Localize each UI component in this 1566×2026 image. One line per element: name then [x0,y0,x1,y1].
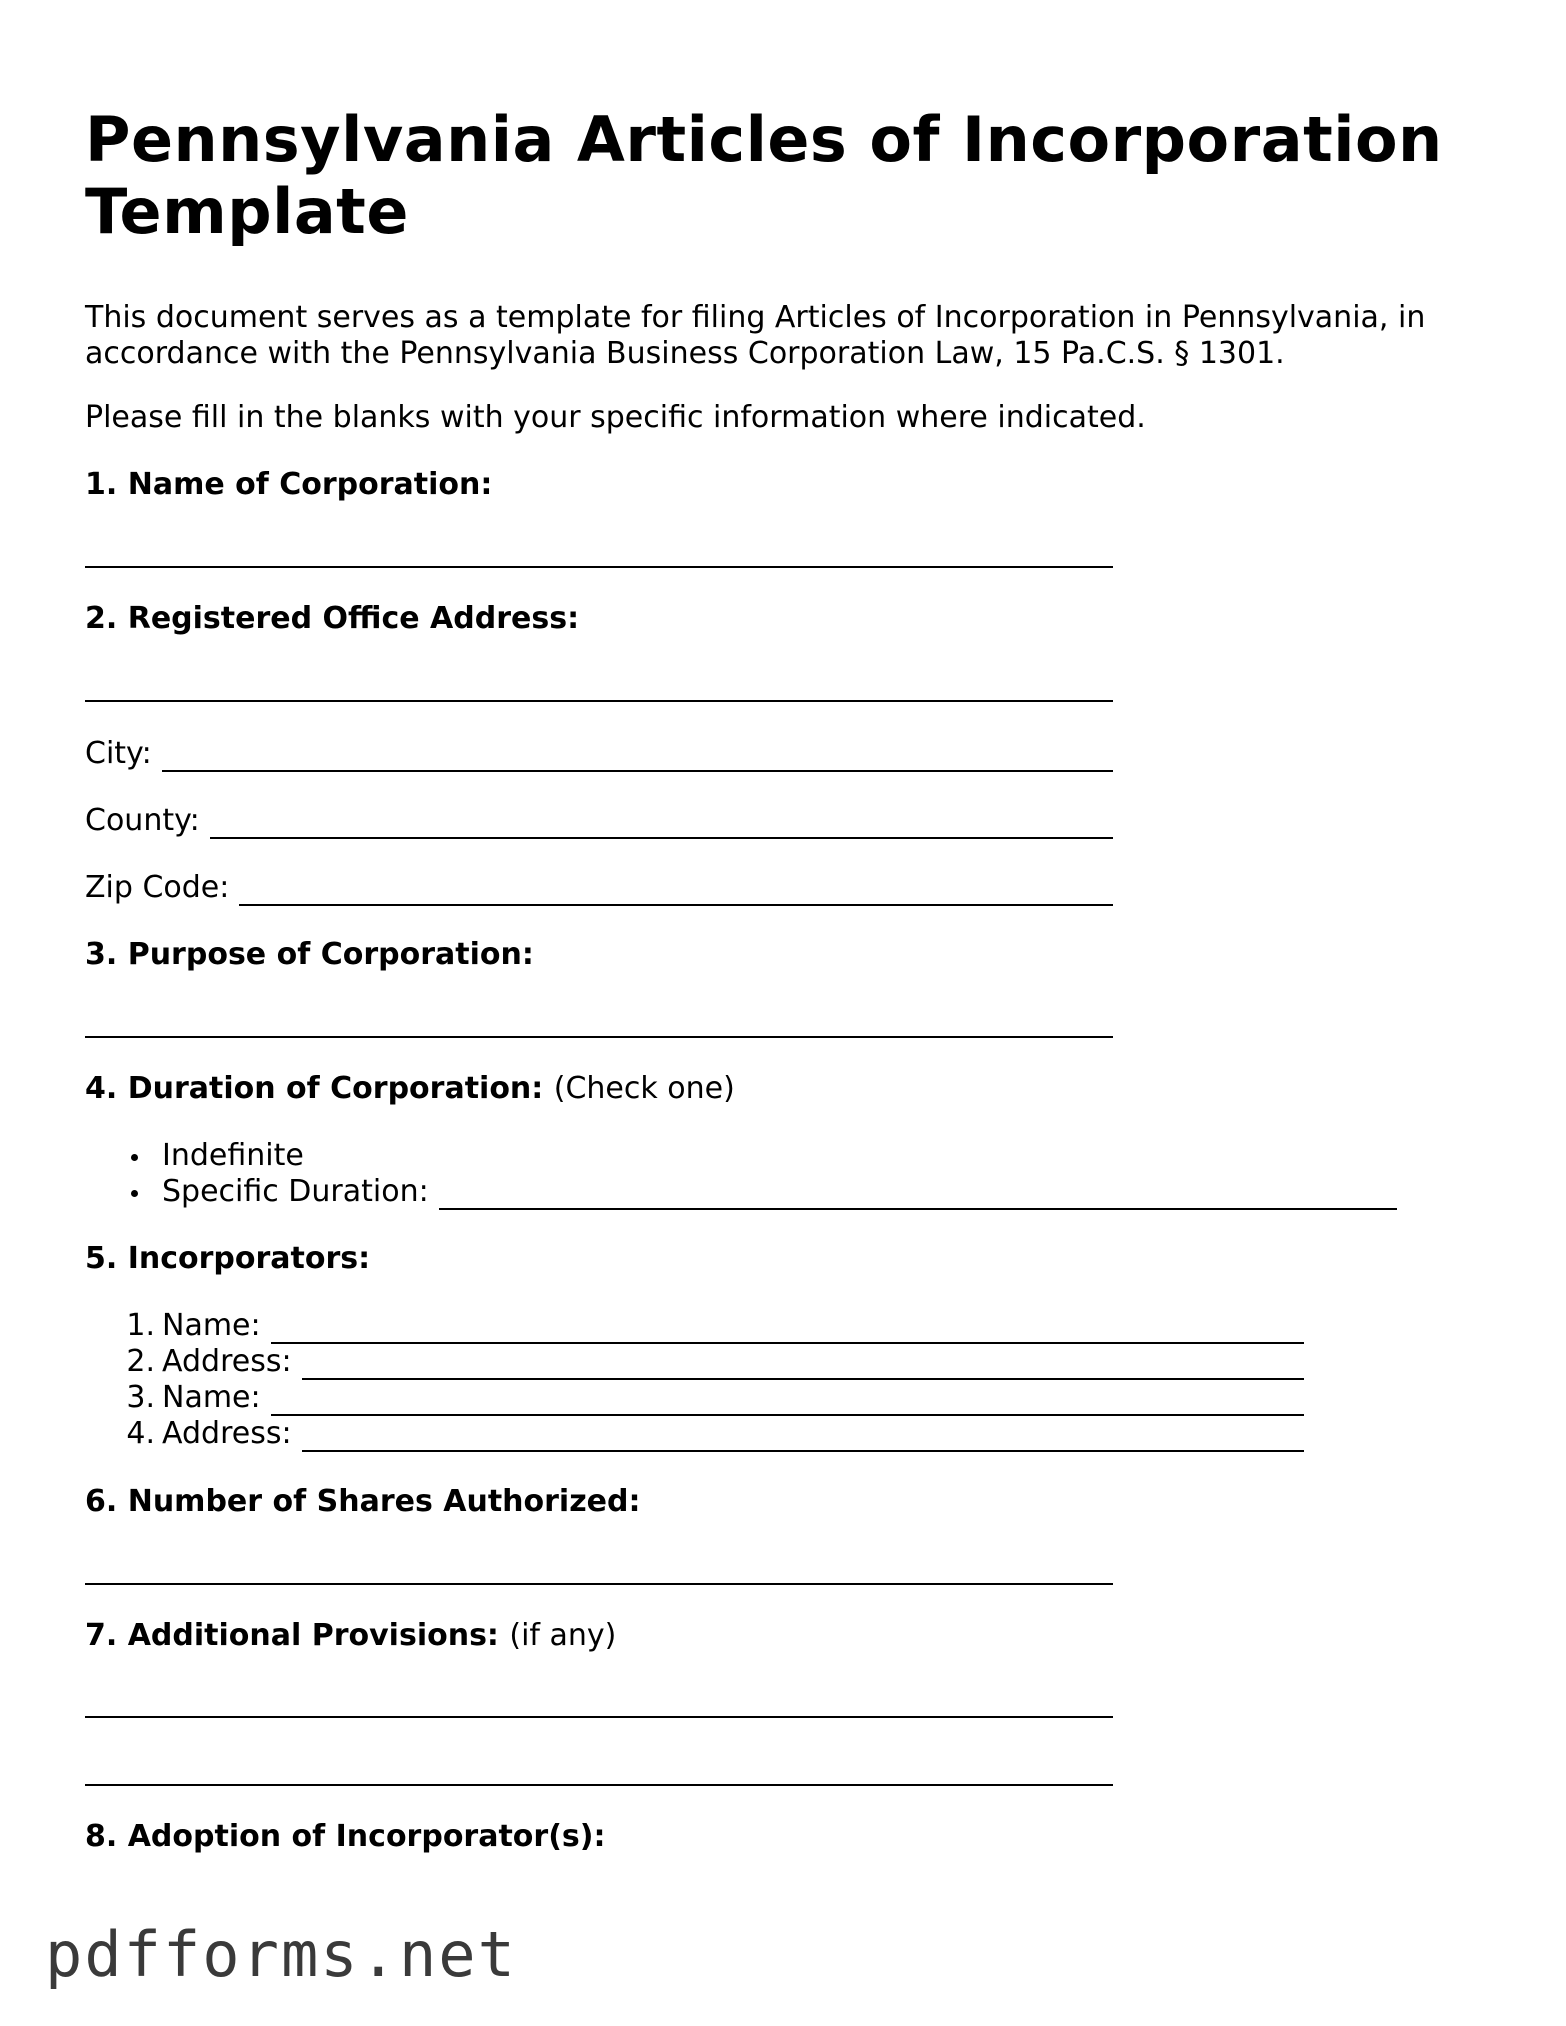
incorporator-item-number: 4. [126,1416,155,1451]
incorporator-item-number: 1. [126,1308,155,1343]
corporation-name-blank[interactable] [85,566,1113,568]
incorporator-1-address-label: Address: [162,1344,292,1379]
incorporator-1-name-field[interactable] [162,1308,1304,1344]
intro-paragraph: This document serves as a template for filing Articles of Incorporation in Pennsylvania, in accordance with the Pennsylvania Business Corporation Law, 15 Pa.C.S. § 1301. [85,300,1426,371]
city-field[interactable] [85,736,1113,772]
city-blank[interactable] [162,742,1113,772]
section-7-note: (if any) [509,1618,617,1653]
section-4-title: 4. Duration of Corporation: [85,1071,544,1106]
instruction-paragraph: Please fill in the blanks with your specific information where indicated. [85,400,1146,435]
incorporator-1-address-field[interactable] [162,1344,1304,1380]
incorporator-2-name-field[interactable] [162,1380,1304,1416]
additional-provisions-blank-2[interactable] [85,1784,1113,1786]
city-label: City: [85,736,152,771]
section-8-heading: 8. Adoption of Incorporator(s): [85,1819,606,1854]
county-label: County: [85,803,200,838]
section-4-heading [85,1071,735,1107]
registered-address-blank[interactable] [85,700,1113,702]
zip-code-blank[interactable] [239,876,1113,906]
incorporator-2-name-blank[interactable] [271,1386,1304,1416]
specific-duration-blank[interactable] [439,1180,1397,1210]
bullet-icon [131,1154,138,1161]
section-2-heading: 2. Registered Office Address: [85,601,580,636]
incorporator-2-address-label: Address: [162,1416,292,1451]
section-4-note: (Check one) [553,1071,735,1106]
incorporator-1-address-blank[interactable] [302,1350,1304,1380]
zip-code-field[interactable] [85,870,1113,906]
section-7-title: 7. Additional Provisions: [85,1618,499,1653]
section-5-heading: 5. Incorporators: [85,1241,371,1276]
duration-option-specific[interactable] [162,1174,1397,1210]
section-7-heading [85,1618,616,1654]
purpose-blank[interactable] [85,1036,1113,1038]
incorporator-2-name-label: Name: [162,1380,261,1415]
county-blank[interactable] [210,809,1113,839]
incorporator-1-name-label: Name: [162,1308,261,1343]
section-6-heading: 6. Number of Shares Authorized: [85,1484,641,1519]
incorporator-1-name-blank[interactable] [271,1314,1304,1344]
additional-provisions-blank-1[interactable] [85,1716,1113,1718]
section-1-heading: 1. Name of Corporation: [85,467,493,502]
zip-code-label: Zip Code: [85,870,230,905]
incorporator-item-number: 2. [126,1344,155,1379]
specific-duration-label: Specific Duration: [162,1174,429,1209]
duration-option-indefinite[interactable]: Indefinite [162,1138,304,1173]
bullet-icon [131,1190,138,1197]
incorporator-2-address-field[interactable] [162,1416,1304,1452]
pdfforms-watermark: pdfforms.net [45,1918,517,1991]
shares-authorized-blank[interactable] [85,1583,1113,1585]
incorporator-2-address-blank[interactable] [302,1422,1304,1452]
county-field[interactable] [85,803,1113,839]
page-title: Pennsylvania Articles of Incorporation Template [85,103,1443,248]
incorporator-item-number: 3. [126,1380,155,1415]
section-3-heading: 3. Purpose of Corporation: [85,937,534,972]
